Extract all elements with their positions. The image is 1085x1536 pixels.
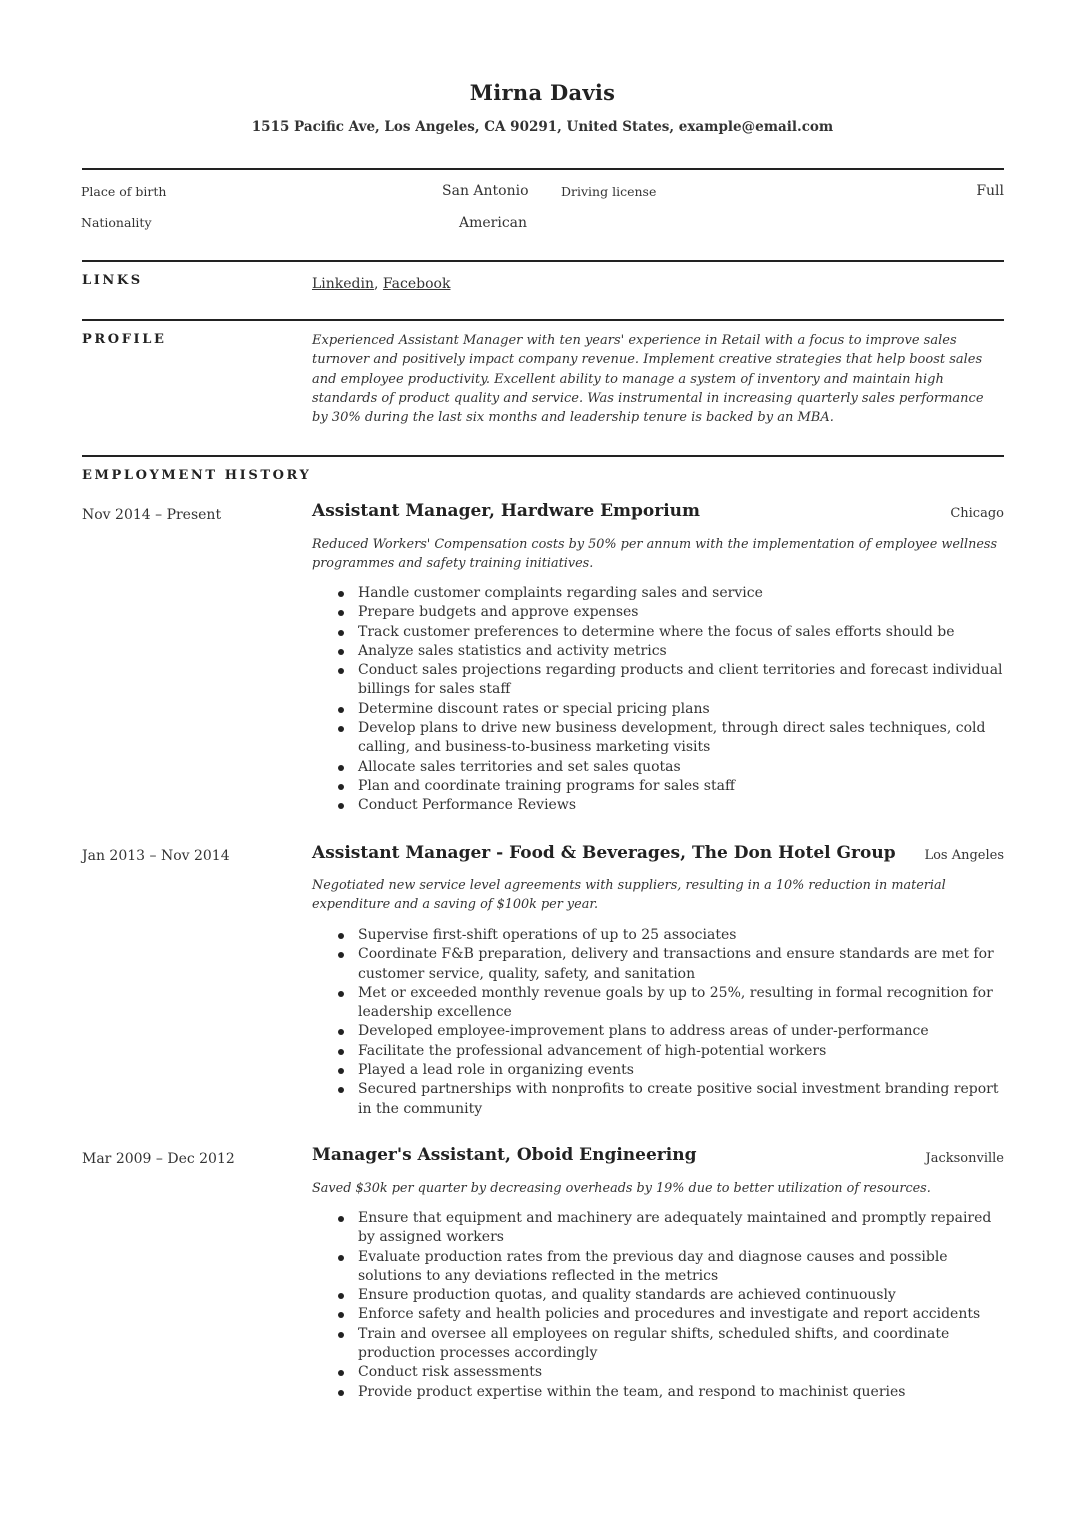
place-of-birth-label: Place of birth: [81, 184, 167, 199]
job-dates: Mar 2009 – Dec 2012: [82, 1151, 235, 1167]
divider-links: [82, 260, 1004, 262]
divider-profile: [82, 319, 1004, 321]
job-bullet: Facilitate the professional advancement of high-potential workers: [312, 1042, 1004, 1061]
facebook-link[interactable]: Facebook: [382, 276, 451, 292]
job-bullet: Evaluate production rates from the previous day and diagnose causes and possible solutions to any deviations reflected in the metrics: [312, 1248, 1004, 1287]
job-bullet: Supervise first-shift operations of up to 25 associates: [312, 926, 1004, 945]
links-separator: ,: [374, 276, 383, 292]
job-bullet: Coordinate F&B preparation, delivery and transactions and ensure standards are met for customer service, quality, safety, and sanitation: [312, 945, 1004, 984]
job-summary: Reduced Workers' Compensation costs by 50% per annum with the implementation of employee wellness programmes and safety training initiatives.: [312, 537, 998, 572]
links-list: [312, 276, 450, 292]
employment-title: EMPLOYMENT HISTORY: [82, 468, 312, 483]
job-dates: Nov 2014 – Present: [82, 507, 222, 523]
resume-header: [0, 0, 1085, 135]
job-bullets: [312, 1209, 1004, 1402]
job-bullet: Plan and coordinate training programs for sales staff: [312, 777, 1004, 796]
job-city: Jacksonville: [925, 1151, 1004, 1166]
job-bullet: Handle customer complaints regarding sales and service: [312, 584, 1004, 603]
job-dates: Jan 2013 – Nov 2014: [82, 848, 230, 864]
linkedin-link[interactable]: Linkedin: [312, 276, 375, 292]
job-bullet: Ensure production quotas, and quality standards are achieved continuously: [312, 1286, 1004, 1305]
job-bullet: Conduct Performance Reviews: [312, 796, 1004, 815]
links-title: LINKS: [82, 273, 143, 288]
job-bullet: Conduct risk assessments: [312, 1363, 1004, 1382]
job-bullet: Developed employee-improvement plans to address areas of under-performance: [312, 1022, 1004, 1041]
driving-license-value: Full: [976, 183, 1004, 199]
job-title: Assistant Manager - Food & Beverages, The Don Hotel Group: [312, 843, 896, 863]
job-bullet: Enforce safety and health policies and procedures and investigate and report accidents: [312, 1305, 1004, 1324]
job-bullet: Analyze sales statistics and activity metrics: [312, 642, 1004, 661]
job-summary: Saved $30k per quarter by decreasing overheads by 19% due to better utilization of resources.: [312, 1181, 931, 1196]
profile-text: Experienced Assistant Manager with ten years' experience in Retail with a focus to improve sales turnover and positively impact company revenue. Implement creative strategies that help boost sales and employee productivity. Excellent ability to manage a system of inventory and maintain high standards of product quality and service. Was instrumental in increasing quarterly sales performance by 30% during the last six months and leadership tenure is backed by an MBA.: [312, 333, 984, 426]
job-bullet: Ensure that equipment and machinery are adequately maintained and promptly repaired by assigned workers: [312, 1209, 1004, 1248]
profile-title: PROFILE: [82, 332, 167, 347]
candidate-name: Mirna Davis: [469, 80, 616, 105]
job-title: Assistant Manager, Hardware Emporium: [312, 501, 701, 521]
job-bullets: [312, 926, 1004, 1119]
nationality-label: Nationality: [81, 215, 152, 230]
place-of-birth-value: San Antonio: [442, 183, 529, 199]
job-bullet: Allocate sales territories and set sales quotas: [312, 758, 1004, 777]
job-bullet: Provide product expertise within the team, and respond to machinist queries: [312, 1383, 1004, 1402]
job-title: Manager's Assistant, Oboid Engineering: [312, 1145, 697, 1165]
job-summary: Negotiated new service level agreements with suppliers, resulting in a 10% reduction in material expenditure and a saving of $100k per year.: [312, 878, 946, 913]
job-bullet: Played a lead role in organizing events: [312, 1061, 1004, 1080]
nationality-value: American: [459, 215, 528, 231]
divider-employment: [82, 455, 1004, 457]
job-bullet: Met or exceeded monthly revenue goals by up to 25%, resulting in formal recognition for leadership excellence: [312, 984, 1004, 1023]
job-bullet: Determine discount rates or special pricing plans: [312, 700, 1004, 719]
job-bullet: Prepare budgets and approve expenses: [312, 603, 1004, 622]
job-city: Los Angeles: [924, 848, 1004, 863]
divider-details: [82, 168, 1004, 170]
job-bullet: Train and oversee all employees on regular shifts, scheduled shifts, and coordinate production processes accordingly: [312, 1325, 1004, 1364]
job-bullet: Conduct sales projections regarding products and client territories and forecast individual billings for sales staff: [312, 661, 1004, 700]
job-bullets: [312, 584, 1004, 816]
driving-license-label: Driving license: [561, 184, 657, 199]
job-bullet: Track customer preferences to determine where the focus of sales efforts should be: [312, 623, 1004, 642]
contact-line: 1515 Pacific Ave, Los Angeles, CA 90291, United States, example@email.com: [251, 119, 834, 135]
job-bullet: Develop plans to drive new business development, through direct sales techniques, cold calling, and business-to-business marketing visits: [312, 719, 1004, 758]
job-bullet: Secured partnerships with nonprofits to create positive social investment branding report in the community: [312, 1080, 1004, 1119]
job-city: Chicago: [950, 506, 1004, 521]
